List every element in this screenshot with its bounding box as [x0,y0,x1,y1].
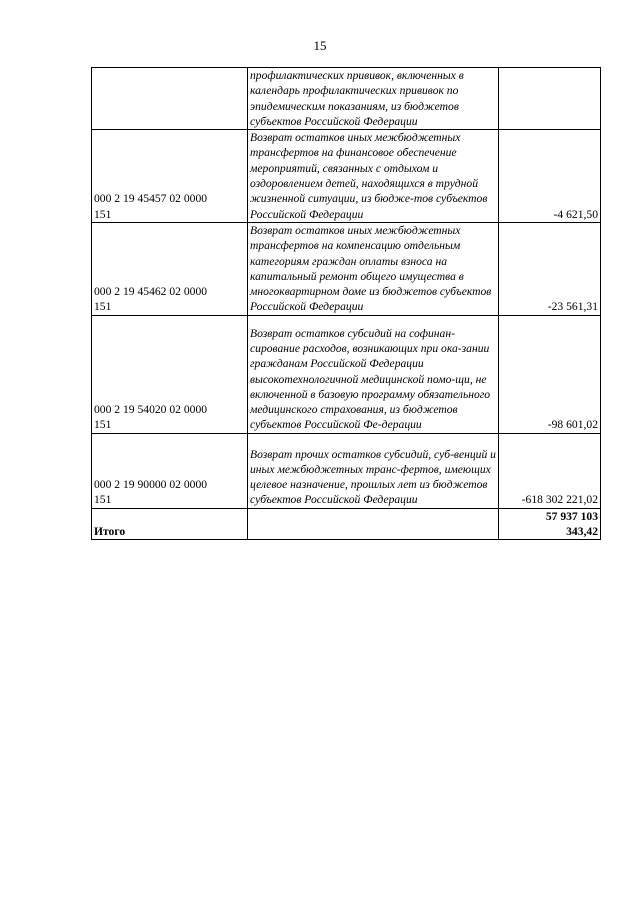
budget-code-cell [92,433,248,508]
income-name-cell [248,315,499,433]
sum-cell [499,222,601,315]
total-sum-cell [499,508,601,540]
sum-value: -4 621,50 [553,207,598,221]
page-number: 15 [313,38,327,53]
total-row [92,508,601,540]
table-row [92,315,601,433]
budget-code-cell [92,130,248,223]
total-sum-kopecks: 343,42 [566,525,598,539]
income-name: Возврат прочих остатков субсидий, суб-венций и иных межбюджетных транс-фертов, имеющих целевое назначение, прошлых лет из бюджетов субъектов Российской Федерации [250,447,496,507]
total-label: Итого [94,525,126,539]
income-name: Возврат остатков иных межбюджетных трансфертов на компенсацию отдельным категориям граждан оплаты взноса на капитальный ремонт общего имущества в многоквартирном доме из бюджетов субъектов Российской Федерации [250,223,492,314]
sum-cell [499,68,601,130]
total-empty-cell [248,508,499,540]
income-name-cell [248,130,499,223]
budget-code-cell [92,315,248,433]
sum-cell [499,130,601,223]
table-row [92,222,601,315]
budget-code: 000 2 19 90000 02 0000 [94,478,208,492]
budget-code-suffix: 151 [94,207,112,221]
income-name-cell [248,222,499,315]
sum-value: -618 302 221,02 [521,493,598,507]
budget-code-cell [92,222,248,315]
sum-value: -98 601,02 [547,418,598,432]
income-name: Возврат остатков субсидий на софинан-сирование расходов, возникающих при ока-зании гражданам Российской Федерации высокотехнологичной медицинской помо-щи, не включенной в базовую программу обязательного медицинского страхования, из бюджетов субъектов Российской Фе-дерации [250,326,491,432]
budget-table [91,67,601,540]
sum-cell [499,433,601,508]
income-name: профилактических прививок, включенных в календарь профилактических прививок по эпидемическим показаниям, из бюджетов субъектов Российской Федерации [250,69,464,128]
sum-cell [499,315,601,433]
budget-code-cell [92,68,248,130]
table-row [92,130,601,223]
budget-code: 000 2 19 54020 02 0000 [94,403,208,417]
sum-value: -23 561,31 [547,300,598,314]
total-label-cell [92,508,248,540]
budget-code-suffix: 151 [94,418,112,432]
income-name-cell [248,433,499,508]
table-row [92,433,601,508]
budget-code: 000 2 19 45457 02 0000 [94,192,208,206]
budget-code-suffix: 151 [94,300,112,314]
income-name-cell [248,68,499,130]
income-name: Возврат остатков иных межбюджетных трансфертов на финансовое обеспечение мероприятий, связанных с отдыхом и оздоровлением детей, находящихся в трудной жизненной ситуации, из бюдже-тов субъектов Российской Федерации [250,131,488,221]
budget-code: 000 2 19 45462 02 0000 [94,285,208,299]
table-row [92,68,601,130]
total-sum: 57 937 103 [545,509,598,523]
budget-code-suffix: 151 [94,493,112,507]
